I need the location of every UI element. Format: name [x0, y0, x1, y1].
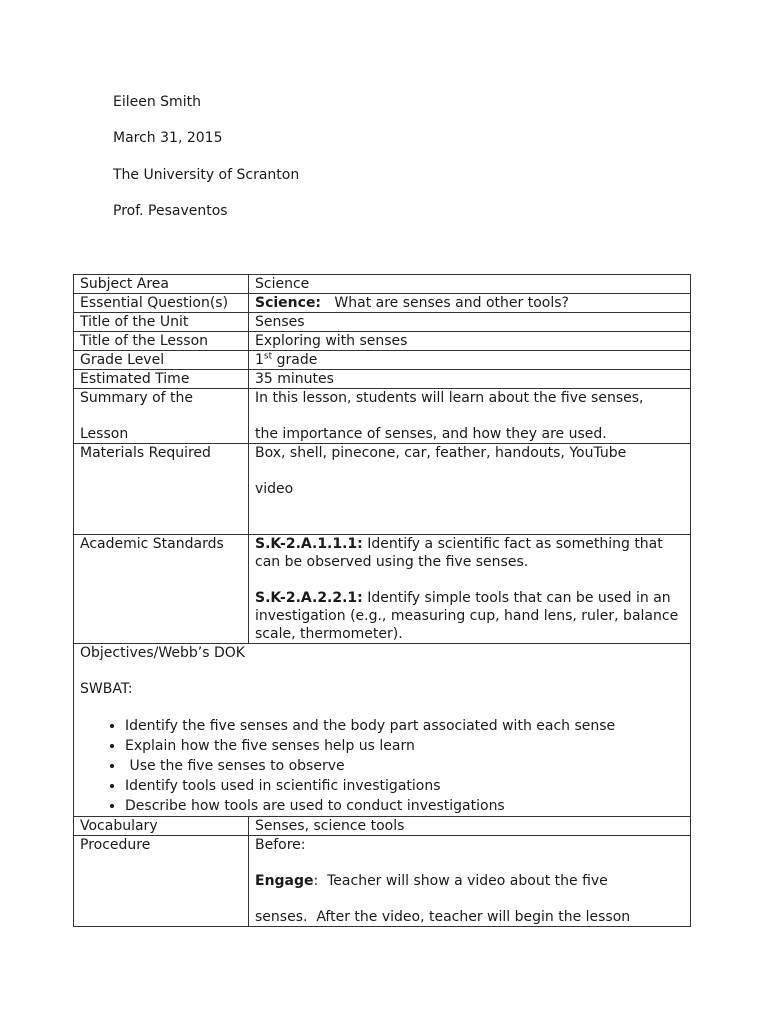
engage-bold: Engage: [255, 873, 314, 889]
table-row-essential-question: [74, 294, 691, 313]
row-value: [249, 836, 691, 927]
row-label: Estimated Time: [74, 370, 249, 389]
table-row-materials: [74, 444, 691, 535]
materials-line-1: Box, shell, pinecone, car, feather, handouts, YouTube: [255, 445, 627, 461]
label-line: Summary of the: [80, 390, 194, 406]
standard-1: [255, 535, 684, 571]
table-row-procedure: [74, 836, 691, 927]
row-label: Grade Level: [74, 351, 249, 370]
table-row-time: [74, 370, 691, 389]
row-value: Exploring with senses: [249, 332, 691, 351]
list-item: • Describe how tools are used to conduct investigations: [125, 796, 684, 816]
bold-prefix: Science:: [255, 295, 322, 311]
table-row-subject: [74, 275, 691, 294]
row-label: Vocabulary: [74, 817, 249, 836]
row-value: [249, 444, 691, 535]
row-label: Procedure: [74, 836, 249, 927]
table-row-summary: [74, 389, 691, 444]
row-label: Materials Required: [74, 444, 249, 535]
professor-name: Prof. Pesaventos: [113, 203, 228, 219]
standard-text: Identify simple tools that can be used in an investigation (e.g., measuring cup, hand lens, ruler, balance scale, thermometer).: [255, 590, 679, 642]
materials-line-2: video: [255, 481, 294, 497]
row-label: Academic Standards: [74, 535, 249, 644]
list-item: • Use the five senses to observe: [125, 756, 684, 776]
grade-suffix: st: [263, 351, 273, 362]
objectives-cell: [74, 644, 691, 817]
author-name: Eileen Smith: [113, 94, 201, 110]
table-row-standards: [74, 535, 691, 644]
table-row-grade: [74, 351, 691, 370]
list-item: • Explain how the five senses help us learn: [125, 736, 684, 756]
swbat-label: SWBAT:: [80, 681, 133, 697]
row-value: [249, 351, 691, 370]
row-label: Title of the Unit: [74, 313, 249, 332]
grade-word: grade: [276, 352, 318, 368]
row-label: Title of the Lesson: [74, 332, 249, 351]
engage-line: [255, 872, 684, 890]
row-label: [74, 389, 249, 444]
standard-code: S.K-2.A.1.1.1:: [255, 536, 363, 552]
row-value: Science: [249, 275, 691, 294]
standard-text: Identify a scientific fact as something that can be observed using the five senses.: [255, 536, 663, 570]
school-name: The University of Scranton: [113, 167, 300, 183]
row-value: [249, 389, 691, 444]
row-value: 35 minutes: [249, 370, 691, 389]
label-line: Lesson: [80, 426, 129, 442]
document-date: March 31, 2015: [113, 130, 223, 146]
objectives-heading: Objectives/Webb’s DOK: [80, 645, 245, 661]
summary-line-2: the importance of senses, and how they are used.: [255, 426, 607, 442]
standard-2: [255, 589, 684, 643]
engage-text: : Teacher will show a video about the five: [313, 873, 608, 889]
table-row-vocabulary: [74, 817, 691, 836]
summary-line-1: In this lesson, students will learn about the five senses,: [255, 390, 644, 406]
procedure-line-3: senses. After the video, teacher will begin the lesson: [255, 909, 631, 925]
lesson-plan-table: [73, 274, 691, 927]
list-item: • Identify tools used in scientific investigations: [125, 776, 684, 796]
grade-number: 1: [255, 352, 264, 368]
before-label: Before:: [255, 837, 306, 853]
standard-code: S.K-2.A.2.2.1:: [255, 590, 363, 606]
table-row-objectives: [74, 644, 691, 817]
row-label: Subject Area: [74, 275, 249, 294]
row-value: [249, 294, 691, 313]
row-value: [249, 535, 691, 644]
row-value: Senses, science tools: [249, 817, 691, 836]
table-row-unit: [74, 313, 691, 332]
objectives-list: [80, 716, 684, 816]
list-item: • Identify the five senses and the body part associated with each sense: [125, 716, 684, 736]
row-value: Senses: [249, 313, 691, 332]
question-text: What are senses and other tools?: [334, 295, 569, 311]
row-label: Essential Question(s): [74, 294, 249, 313]
table-row-lesson: [74, 332, 691, 351]
